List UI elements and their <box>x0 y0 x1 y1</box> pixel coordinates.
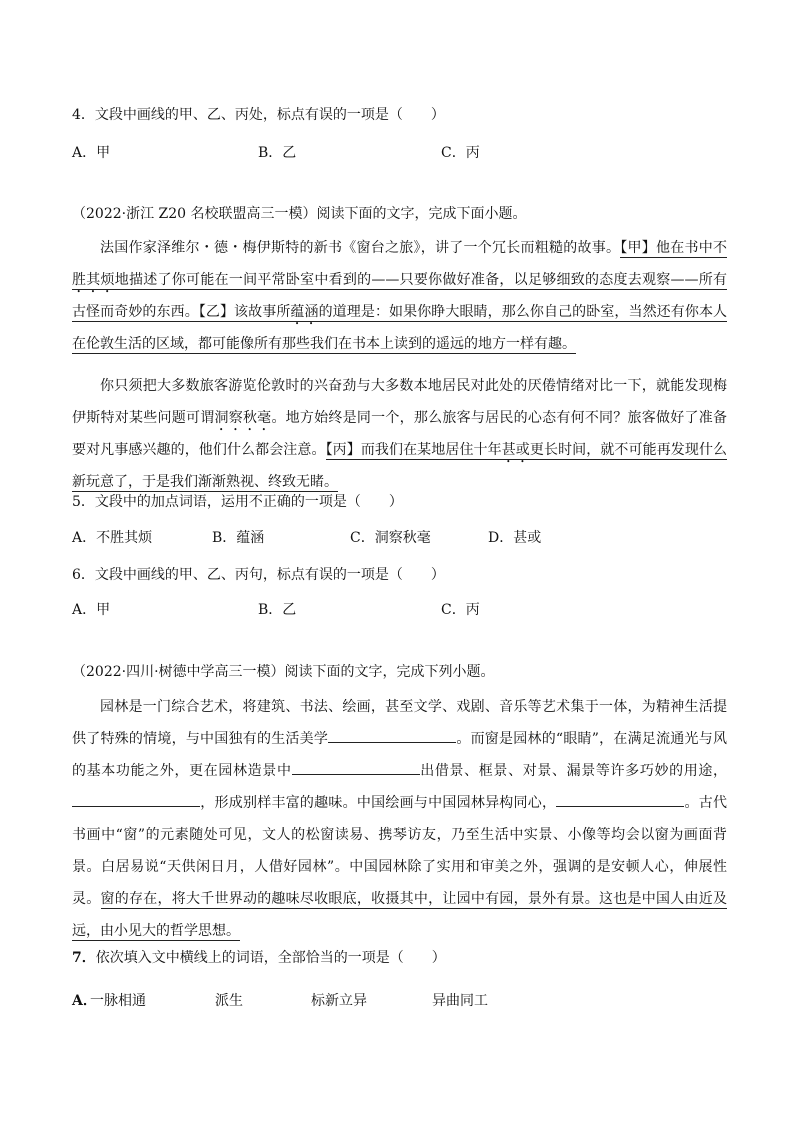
q6-option-b: B．乙 <box>258 602 297 618</box>
text: 更长时间，就不可能再发现什么新玩意了，于是我们渐渐熟视、终致无睹。 <box>72 442 728 490</box>
text: 【丙】而我们在某地居住十年 <box>325 442 502 458</box>
q5-option-a: A．不胜其烦 <box>72 530 153 546</box>
question-7-stem <box>72 948 446 968</box>
fill-in-blank-4 <box>556 792 684 807</box>
q7-option-letter: A． <box>72 993 97 1009</box>
question-5-options <box>72 528 572 548</box>
q5-option-b: B．蕴涵 <box>212 530 265 546</box>
dotted-word: 洞察秋毫 <box>214 410 272 426</box>
text: 出借景、框景、对景、漏景等许多巧妙的用途， <box>419 763 728 779</box>
underlined-sentence: 窗的存在，将大千世界动的趣味尽收眼底，收摄其中，让园中有园，景外有景。这也是中国人由近及远，由小见大的哲学思想。 <box>72 891 728 939</box>
q5-option-d: D．甚或 <box>488 530 542 546</box>
passage-1-paragraph-2 <box>72 370 727 498</box>
q7-word-2: 派生 <box>215 993 243 1009</box>
question-5-stem: 5．文段中的加点词语，运用不正确的一项是（ ） <box>72 494 403 510</box>
q6-option-c: C．丙 <box>441 602 480 618</box>
text: 【乙】该故事所 <box>198 304 291 320</box>
passage-2-body <box>72 691 727 947</box>
text: ，形成别样丰富的趣味。中国绘画与中国园林异构同心， <box>200 795 557 811</box>
dotted-word: 蕴涵 <box>290 304 319 320</box>
text: 。古代书画中“窗”的元素随处可见，文人的松窗读易、携琴访友，乃至生活中实景、小像等均会以窗为画面背景。白居易说“天供闲日月，人借好园林”。中国园林除了实用和审美之外，强调的是安顿人心，伸展性灵。 <box>72 795 728 907</box>
passage-1-paragraph-1 <box>72 232 727 360</box>
q4-option-a: A．甲 <box>72 145 111 161</box>
q7-word-4: 异曲同工 <box>432 993 488 1009</box>
q6-option-a: A．甲 <box>72 602 111 618</box>
question-number: 7． <box>72 950 96 966</box>
text: 法国作家泽维尔・德・梅伊斯特的新书《窗台之旅》，讲了一个冗长而粗糙的故事。 <box>100 240 621 256</box>
fill-in-blank-2 <box>292 760 420 775</box>
passage-1-body <box>72 232 727 498</box>
fill-in-blank-3 <box>72 792 200 807</box>
text: 的道理是：如果你睁大眼睛，那么你自己的卧室，当然还有你本人在伦敦生活的区域，都可能像所有那些我们在书本上读到的遥远的地方一样有趣。 <box>72 304 728 352</box>
q4-option-c: C．丙 <box>441 145 480 161</box>
q7-word-1: 一脉相通 <box>90 993 146 1009</box>
text: 依次填入文中横线上的词语，全部恰当的一项是（ ） <box>95 950 446 966</box>
text: 【甲】他在书中不 <box>620 240 727 256</box>
q4-option-b: B．乙 <box>258 145 297 161</box>
q7-word-3: 标新立异 <box>311 993 367 1009</box>
passage-1-source: （2022·浙江 Z20 名校联盟高三一模）阅读下面的文字，完成下面小题。 <box>72 206 527 222</box>
question-6-stem: 6．文段中画线的甲、乙、丙句，标点有误的一项是（ ） <box>72 567 445 583</box>
question-7-option-a <box>72 991 572 1011</box>
dotted-word: 甚或 <box>501 442 530 458</box>
text: 园林是一门综合艺术，将建筑、书法、绘画，甚至文学、戏剧、音乐等艺术集于一体，为精神生活提供了特殊的情境，与中国独有的生活美学 <box>72 699 727 747</box>
text: 你只须把大多数旅客游览伦敦时的兴奋劲与大多数本地居民对此处的厌倦情绪对比一下，就能发现梅伊斯特对某些问题可谓 <box>72 378 727 426</box>
question-4-stem: 4．文段中画线的甲、乙、丙处，标点有误的一项是（ ） <box>72 107 445 123</box>
dotted-word: 胜其烦 <box>72 272 115 288</box>
fill-in-blank-1 <box>328 728 456 743</box>
question-6-options <box>72 600 572 620</box>
text: 。地方始终是同一个，那么旅客与居民的心态有何不同？旅客做好了准备要对凡事感兴趣的，他们什么都会注意。 <box>72 410 728 458</box>
passage-2-paragraph <box>72 691 727 947</box>
text: 地描述了你可能在一间平常卧室中看到的——只要你做好准备，以足够细致的态度去观察——所有古怪而奇妙的东西。 <box>72 272 728 320</box>
text: 。而窗是园林的“眼睛”，在满足流通光与风的基本功能之外，更在园林造景中 <box>72 731 727 779</box>
question-4-options <box>72 143 572 163</box>
q5-option-c: C．洞察秋毫 <box>350 530 431 546</box>
passage-2-source: （2022·四川·树德中学高三一模）阅读下面的文字，完成下列小题。 <box>72 664 495 680</box>
